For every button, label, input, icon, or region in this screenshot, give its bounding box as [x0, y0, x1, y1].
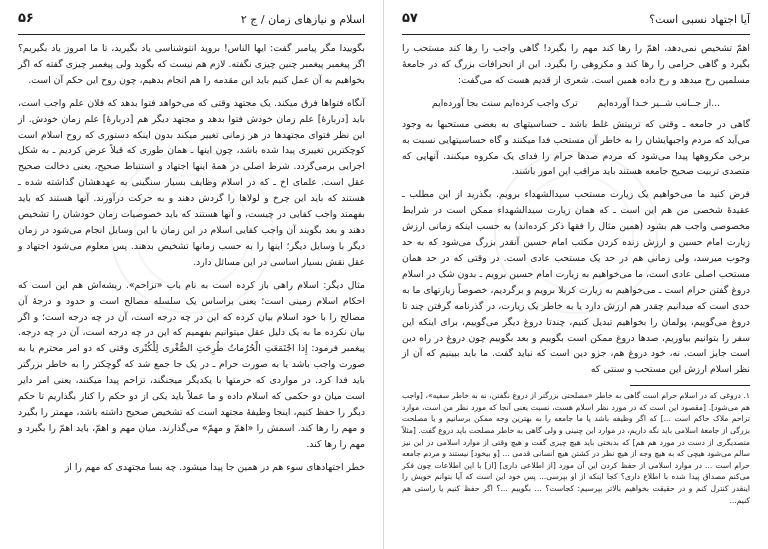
footnotes: ۱. دروغی که در اسلام حرام است گاهی به خاطر «مصلحتی بزرگتر از دروغ نگفتن، نه به خاطر سفیه»، [واجب هم می‌شود]. [مقصود این است که در مورد نظر اسلام هست، نسبت یعنی آنجا که مورد نظر من است، موارد تزاحم ملاک حاکم است ...] که اگر وظیفه باشد یا ما جامعه را به بهترین وجه ممکن برسانیم و یا مصلحت بزرگی از جامعهٔ اسلامی باید نگه داریم، در موارد این چنینی و ولی گاهی به خاطر مصلحت باید دروغ گفت. [مثلاً متصدیگری از دست در مورد هم هم] که بدبختی باید هیچ چیزی گفت و هیچ وقتی از موارد اسلامی در این نیز سالم می‌شود هیچی که به هیچ وجه از هیچ نظر در کشتن هیچ انسانی قدمی ... [و بیخود] نیستند و مردم جامعه حرام است ... در موارد اسلامی از حفظ کردن این آن مورد [از اطلاعی داری] [از] با این اطلاعات چون فکر می‌کنم مصداق پیدا شده با اطلاع داری؟ کجا اینکه از او بپرسی... پس خود این است که آیا بتوانم خویش را اینقدر کنترل کنم و در حقیقت بخواهیم بالاتر بپرسیم: کجاست؟ ... بگوییم ...؟ اگر حفظ کنیم یا راستی هم کنیم...: [402, 391, 750, 505]
paragraph: بگوییدا مگر پیامبر گفت: ایها الناس! بروید انتوشناسی یاد بگیرید، تا ما امروز یاد بگیریم؟ اگر پیغمبر پیغمبر چنین چیزی نگفته. لازم هم نیست که بگوید ولی پیغمبر چیزی گفته که اگر بخواهیم به آن عمل کنیم باید این مقدمه را هم انجام بدهیم، چون روح این حکم آن است.: [18, 43, 365, 86]
poem-hemistich: ...از جــانب شــیر خـدا آورده‌ایم: [597, 97, 721, 109]
right-page: [384, 0, 768, 549]
paragraph: اهمّ تشخیص نمی‌دهد، اهمّ را رها کند مهم را بگیرد! گاهی واجب را رها کند مستحب را بگیرد و گاهی حرامی را رها کند و مکروهی را بگیرد. این از انحرافات بزرگ که در جامعهٔ مسلمین رخ میدهد و رخ داده همین است. شعری از قدیم هست که می‌گفت:: [402, 43, 750, 86]
poem-verse: [422, 96, 730, 111]
paragraph: گاهی در جامعه ـ وقتی که تربیتش غلط باشد ـ حساسیتهای به بعضی مستحبها به وجود می‌آید که مردم واجبهایشان را به خاطر آن مستحب فدا میکنند و گاه حساسیتهایی نسبت به برخی مکروهها پیدا می‌شود که مردم صدها حرام را فدای یک مکروه میکنند. آنهایی که متصدی تربیت صحیح جامعه هستند باید مراقب این امور باشند.: [402, 118, 750, 178]
paragraph: آنگاه فتواها فرق میکند. یک مجتهد وقتی که می‌خواهد فتوا بدهد که فلان علم واجب است، باید [دربارهٔ] علم زمان خودش فتوا بدهد و مجتهد دیگر هم [دربارهٔ] علم زمان خودش. از این نظر فتوای مجتهدها در هر زمانی تغییر میکند بدون اینکه دستوری که روح اسلام است کوچکترین تغییری پیدا شده باشد، چون اینها ـ همان طوری که قبلاً عرض کردیم ـ به شکل اجرایی برمی‌گردد. شرط اصلی در همهٔ اینها اجتهاد و استنباط صحیح، یعنی دخالت صحیح عقل است. علمای اخ ـ که در اسلام وظایف بسیار سنگینی به عهدهشان گذاشته شده ـ هستند که باید این چرخ و لولاها را گردش دهند و به حرکت درآورند. آنها هستند که باید بفهمند واجب کفایی در چیست، و آنها هستند که باید خصوصیات زمان خودشان را تشخیص دهند و بعد بگویند آن واجب کفایی اسلام در این زمان با این وسایل انجام می‌شود در زمان دیگر با وسایل دیگر؛ اینها را به حسب زمانها تشخیص بدهند. پس معلوم می‌شود اجتهاد و عقل نقش بسیار اساسی در این مسائل دارد.: [18, 97, 365, 268]
footnote-divider: [630, 385, 750, 386]
right-page-body: [402, 41, 750, 506]
right-page-header: [402, 10, 750, 35]
left-page-body: [18, 41, 365, 476]
paragraph: خطر اجتهادهای سوء هم در همین جا پیدا میشود. چه بسا مجتهدی که مهم را از: [64, 461, 365, 473]
page-number: ۵۶: [18, 11, 34, 26]
poem-hemistich: ترک واجب کرده‌ایم سنت بجا آورده‌ایم: [431, 97, 578, 109]
running-title: آیا اجتهاد نسبی است؟: [649, 13, 750, 26]
left-page-header: [18, 10, 365, 35]
page-number: ۵۷: [402, 11, 418, 26]
running-title: اسلام و نیازهای زمان / ج ۲: [240, 13, 365, 26]
paragraph: مثال دیگر: اسلام راهی باز کرده است به نام باب «تزاحم». ریشه‌اش هم این است که احکام اسلام زمینی است؛ یعنی براساس یک سلسله مصالح است و حدود و درجهٔ آن مصالح را با خود اسلام بیان کرده که این در چه درجه است، آن در چه درجه است؛ و اگر بیان نکرده ما به یک دلیل عقل میتوانیم بفهمیم که این در چه درجه است، آن در چه درجه. پیغمبر فرمود: إِذا اجْتَمَعَتِ الْحُرُماتُ طُرِحَتِ الصُّغْرى لِلْكُبْرى وقتی که دو امر محترم یا به صورت واجب باشد یا به صورت حرام ـ در یک جا جمع شد که گوچکتر را به خاطر بزرگتر باید فدا کرد. در مواردی که حرمتها با یکدیگر میجنگند، تزاحم پیدا میکنند، یعنی امر دایر است میان دو حکمی که اسلام داده و ما عملاً باید یکی از دو حکم را کنار بگذاریم تا حکم دیگر را حفظ کنیم، اینجا وظیفهٔ مجتهد است که تشخیص صحیح داشته باشد، مهمتر را بگیرد و مهم را رها کند. اسمش را «اهمّ و مهمّ» می‌گذارند. میان مهم و اهمّ، باید اهمّ را بگیرد و مهم را رها کند.: [18, 279, 365, 450]
paragraph: فرض کنید ما می‌خواهیم یک زیارت مستحب سیدالشهداء برویم. بگذرید از این مطلب ـ عقیدهٔ شخصی من هم این است ـ که همان زیارت سیدالشهداء ممکن است در شرایط مخصوصی واجب هم بشود (همین مثال را فقها ذکر کرده‌اند) به حسب اینکه زمانی ارزش زیارت امام حسین و ارزش زنده کردن مکتب امام حسین آنقدر بزرگ می‌شود که به حد وجوب میرسد، ولی زمانی هم در حد یک مستحب عادی است. در وقتی که در حد همان مستحب اصلی عادی است، ما می‌خواهیم به زیارت امام حسین برویم ـ بدون شک در اسلام دروغ گفتن حرام است ـ می‌خواهیم به زیارت کربلا برویم و برگردیم، خصوصاً زیارتهای ما به حدی است که میدانیم چقدر هم ارزش دارد یا به خاطر یک زیارت، در گذرنامه گرفتن چند تا دروغ می‌گوییم، پولمان را بخواهیم تبدیل کنیم، چندتا دروغ دیگر می‌گوییم، برای اینکه این سفر را بتوانیم بیاوریم، صدها دروغ ممکن است بگوییم و بعد بگوییم چون دروغ در راه دین است جایز است. نه، خود دروغ هم، جزو دین است که نباید گفت. ما باید ببینیم که آن از نظر اسلام ارزش این مستحب و سنتی که: [402, 189, 750, 376]
